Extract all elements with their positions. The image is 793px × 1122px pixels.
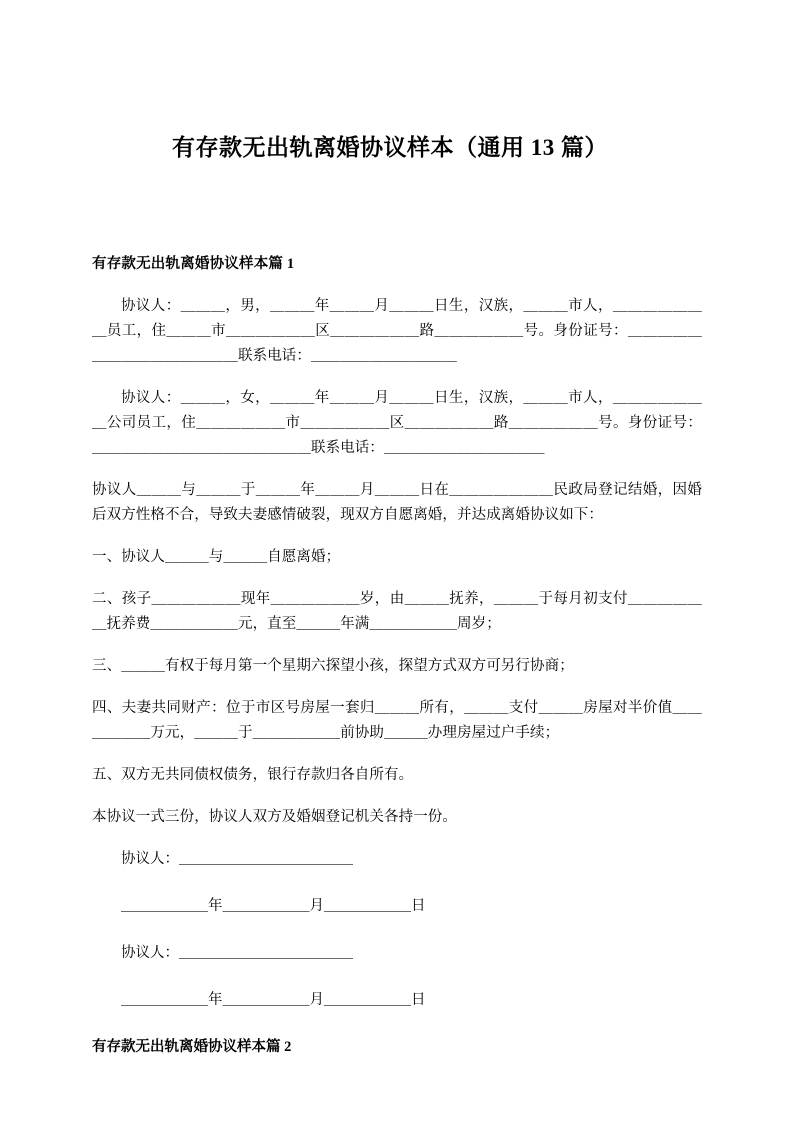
date-line-party-b: ＿＿＿＿＿＿年＿＿＿＿＿＿月＿＿＿＿＿＿日 [121, 992, 426, 1008]
clause-5-paragraph: 五、双方无共同债权债务，银行存款归各自所有。 [92, 767, 414, 783]
section-heading-2: 有存款无出轨离婚协议样本篇 2 [92, 1039, 292, 1055]
clause-2-paragraph: 二、孩子＿＿＿＿＿＿现年＿＿＿＿＿＿岁，由＿＿＿抚养，＿＿＿于每月初支付＿＿＿＿＿＿抚养费＿＿＿＿＿＿元，直至＿＿＿年满＿＿＿＿＿＿周岁； [92, 591, 702, 632]
clause-3-paragraph: 三、＿＿＿有权于每月第一个星期六探望小孩，探望方式双方可另行协商； [92, 658, 574, 674]
party-a-paragraph: 协议人：＿＿＿，男，＿＿＿年＿＿＿月＿＿＿日生，汉族，＿＿＿市人，＿＿＿＿＿＿＿员工，住＿＿＿市＿＿＿＿＿＿区＿＿＿＿＿＿路＿＿＿＿＿＿号。身份证号：＿＿＿＿＿＿＿＿＿＿＿＿＿＿＿联系电话：＿＿＿＿＿＿＿＿＿＿ [92, 298, 702, 364]
clause-1-paragraph: 一、协议人＿＿＿与＿＿＿自愿离婚； [92, 549, 341, 565]
document-body [92, 252, 702, 1059]
party-b-paragraph: 协议人：＿＿＿，女，＿＿＿年＿＿＿月＿＿＿日生，汉族，＿＿＿市人，＿＿＿＿＿＿＿公司员工，住＿＿＿＿＿＿市＿＿＿＿＿＿区＿＿＿＿＿＿路＿＿＿＿＿＿号。身份证号：＿＿＿＿＿＿＿＿＿＿＿＿＿＿＿联系电话：＿＿＿＿＿＿＿＿＿＿＿ [92, 390, 702, 456]
copies-paragraph: 本协议一式三份，协议人双方及婚姻登记机关各持一份。 [92, 809, 457, 825]
signature-line-party-b: 协议人：＿＿＿＿＿＿＿＿＿＿＿＿ [121, 945, 353, 961]
signature-line-party-a: 协议人：＿＿＿＿＿＿＿＿＿＿＿＿ [121, 851, 353, 867]
clause-4-paragraph: 四、夫妻共同财产：位于市区号房屋一套归＿＿＿所有，＿＿＿支付＿＿＿房屋对半价值＿＿＿＿＿＿万元，＿＿＿于＿＿＿＿＿＿前协助＿＿＿办理房屋过户手续； [92, 700, 702, 741]
marriage-background-paragraph: 协议人＿＿＿与＿＿＿于＿＿＿年＿＿＿月＿＿＿日在＿＿＿＿＿＿＿民政局登记结婚，因婚后双方性格不合，导致夫妻感情破裂，现双方自愿离婚，并达成离婚协议如下： [92, 482, 702, 523]
page-title: 有存款无出轨离婚协议样本（通用 13 篇） [172, 135, 608, 160]
date-line-party-a: ＿＿＿＿＿＿年＿＿＿＿＿＿月＿＿＿＿＿＿日 [121, 898, 426, 914]
section-heading-1: 有存款无出轨离婚协议样本篇 1 [92, 256, 295, 272]
